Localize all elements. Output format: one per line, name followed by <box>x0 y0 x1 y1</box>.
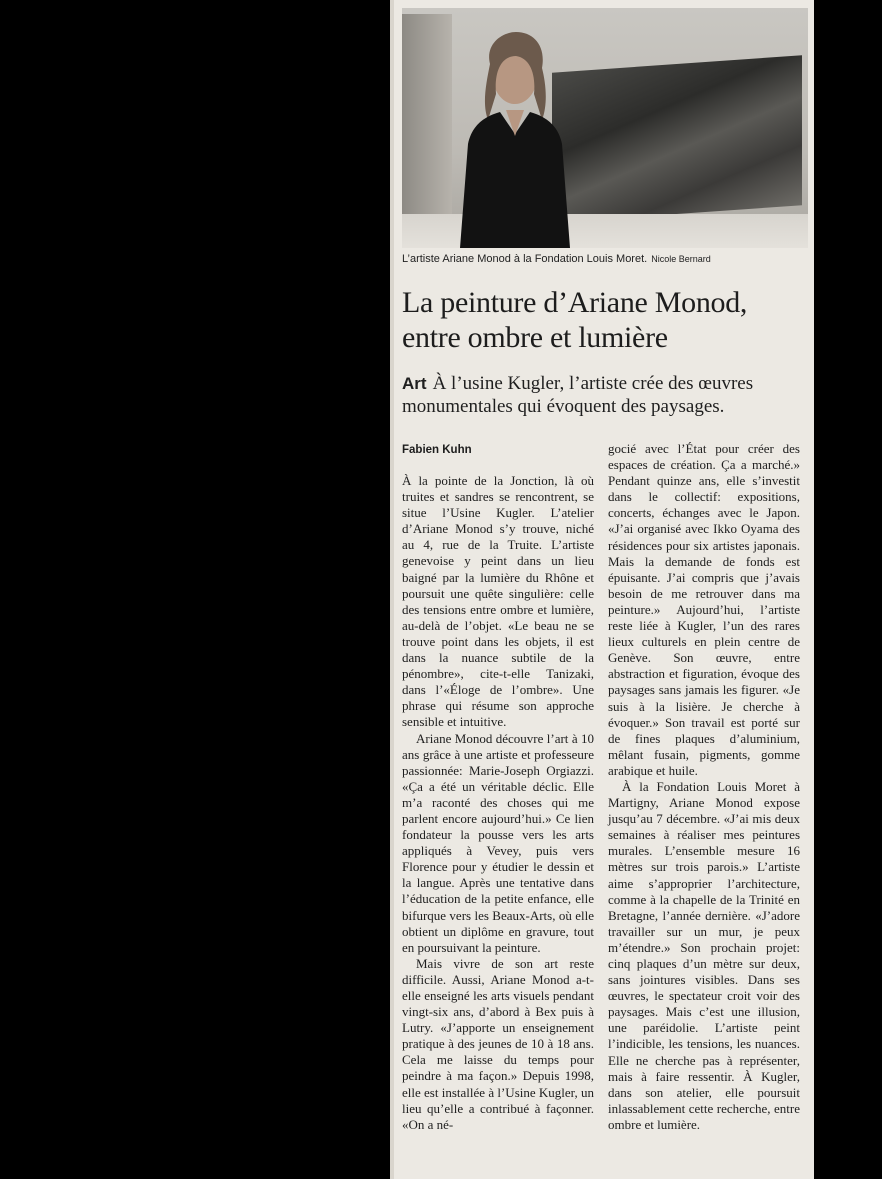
photo-caption <box>402 253 808 265</box>
article-column-left <box>402 473 594 1133</box>
caption-text: L’artiste Ariane Monod à la Fondation Louis Moret. <box>402 253 648 265</box>
body-paragraph: À la Fondation Louis Moret à Martigny, Ariane Monod expose jusqu’au 7 décembre. «J’ai mis deux semaines à réaliser mes peintures murales. L’ensemble mesure 16 mètres sur trois parois.» L’artiste aime s’approprier l’architecture, comme à la chapelle de la Trinité en Bretagne, l’année dernière. «J’adore travailler sur un mur, je peux m’étendre.» Son prochain projet: cinq plaques d’un mètre sur deux, sans jointures visibles. Dans ses œuvres, le spectateur croit voir des paysages. Mais c’est une illusion, une paréidolie. L’artiste peint l’indicible, les tensions, les nuances. Elle ne cherche pas à représenter, mais à faire ressentir. À Kugler, dans son atelier, elle poursuit inlassablement cette recherche, entre ombre et lumière. <box>608 778 800 1132</box>
body-paragraph: Mais vivre de son art reste difficile. Aussi, Ariane Monod a-t-elle enseigné les arts visuels pendant vingt-six ans, d’abord à Bex puis à Lutry. «J’apporte un enseignement pratique à des jeunes de 10 à 18 ans. Cela me laisse du temps pour peindre à ma façon.» Depuis 1998, elle est installée à l’Usine Kugler, un lieu qu’elle a contribué à façonner. «On a né- <box>402 955 594 1132</box>
headline-line-2: entre ombre et lumière <box>402 321 668 354</box>
photo-credit: Nicole Bernard <box>651 254 711 264</box>
newspaper-page <box>390 0 814 1179</box>
page-edge <box>390 0 394 1179</box>
artist-figure <box>430 24 600 248</box>
byline: Fabien Kuhn <box>402 444 472 456</box>
body-paragraph: gocié avec l’État pour créer des espaces de création. Ça a marché.» Pendant quinze ans, elle s’investit dans le collectif: expositions, concerts, échanges avec le Japon. «J’ai organisé avec Ikko Oyama des résidences pour six artistes japonais. Mais la demande de fonds est épuisante. J’ai compris que j’avais besoin de me retrouver dans ma peinture.» Aujourd’hui, l’artiste reste liée à Kugler, l’un des rares lieux culturels en plein centre de Genève. Son œuvre, entre abstraction et figuration, évoque des paysages sans jamais les figurer. «Je suis à la lisière. Je cherche à évoquer.» Son travail est porté sur de fines plaques d’aluminium, mêlant fusain, pigments, gomme arabique et huile. <box>608 441 800 778</box>
body-paragraph: À la pointe de la Jonction, là où truites et sandres se rencontrent, se situe l’Usine Kugler. L’atelier d’Ariane Monod s’y trouve, niché au 4, rue de la Truite. L’artiste genevoise y peint dans un lieu baigné par la lumière du Rhône et poursuit une quête singulière: celle des tensions entre ombre et lumière, au-delà de l’objet. «Le beau ne se trouve point dans les objets, il est dans la nuance subtile de la pénombre», cite-t-elle Tanizaki, dans l’«Éloge de l’ombre». Une phrase qui résume son approche sensible et intuitive. <box>402 473 594 730</box>
section-kicker: Art <box>402 374 427 393</box>
article-photo <box>402 8 808 248</box>
headline-line-1: La peinture d’Ariane Monod, <box>402 286 748 319</box>
headline <box>402 285 808 355</box>
article-column-right <box>608 441 800 1133</box>
lead-paragraph <box>402 372 808 418</box>
body-paragraph: Ariane Monod découvre l’art à 10 ans grâce à une artiste et professeure passionnée: Marie-Joseph Orgiazzi. «Ça a été un véritable déclic. Elle m’a raconté des choses qui me parlent encore aujourd’hui.» Ce lien fondateur la pousse vers les arts appliqués à Vevey, puis vers Florence pour y étudier le dessin et la langue. Après une tentative dans l’éducation de la petite enfance, elle bifurque vers les Beaux-Arts, où elle obtient un diplôme en gravure, tout en poursuivant la peinture. <box>402 730 594 955</box>
lead-text: À l’usine Kugler, l’artiste crée des œuvres monumentales qui évoquent des paysages. <box>402 373 754 417</box>
